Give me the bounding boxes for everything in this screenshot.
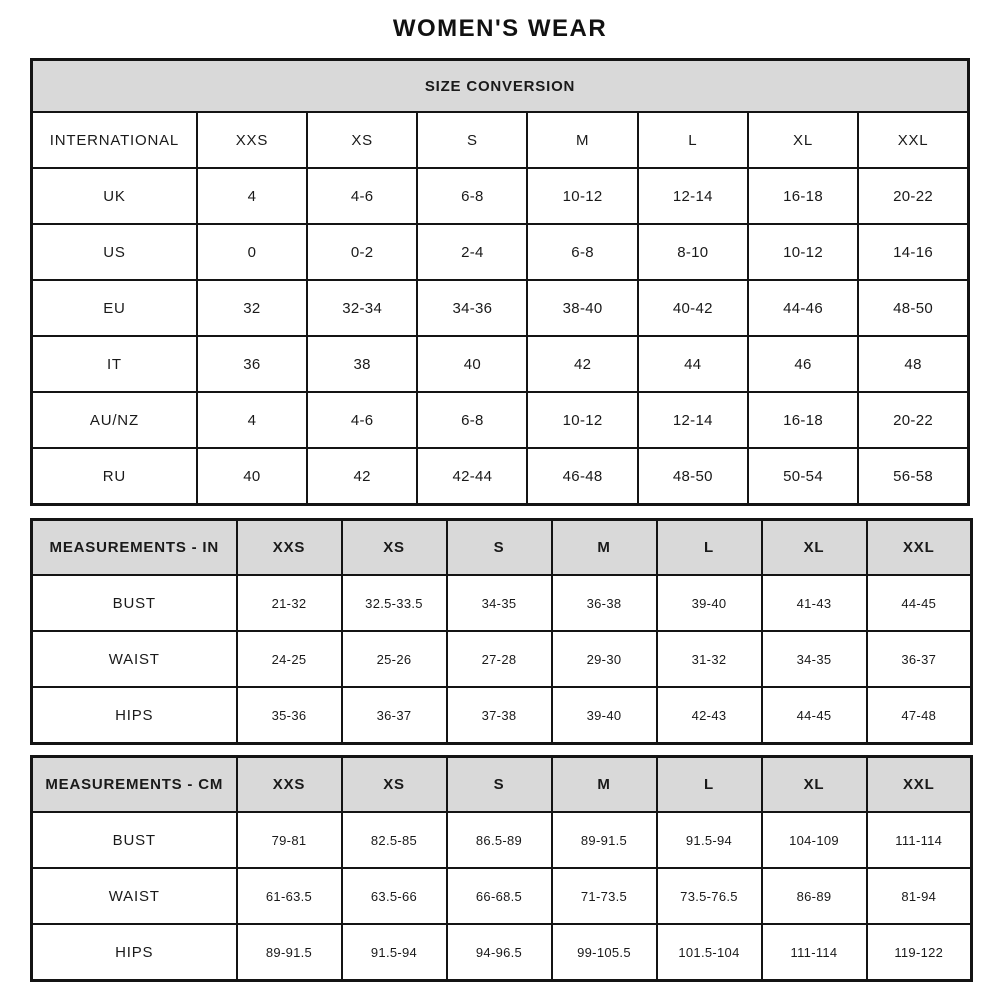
table-row-waist-cm: [32, 868, 972, 924]
measurement-value-cell: 73.5-76.5: [657, 868, 762, 924]
size-value-cell: 4-6: [307, 168, 417, 224]
size-header-m: M: [552, 520, 657, 576]
size-header-xl: XL: [748, 112, 858, 168]
measurements-in-table: [30, 518, 973, 745]
measurements-in-title: MEASUREMENTS - IN: [32, 520, 237, 576]
size-value-cell: 40: [197, 448, 307, 505]
size-value-cell: 38: [307, 336, 417, 392]
measurement-value-cell: 29-30: [552, 631, 657, 687]
measurements-cm-header-row: [32, 757, 972, 813]
size-value-cell: 32: [197, 280, 307, 336]
measurement-value-cell: 63.5-66: [342, 868, 447, 924]
size-conversion-title-row: [32, 60, 969, 113]
measurement-value-cell: 39-40: [657, 575, 762, 631]
measurement-value-cell: 21-32: [237, 575, 342, 631]
row-label-bust: BUST: [32, 575, 237, 631]
row-label-waist: WAIST: [32, 868, 237, 924]
measurements-cm-table: [30, 755, 973, 982]
table-row-bust-cm: [32, 812, 972, 868]
size-value-cell: 42: [307, 448, 417, 505]
size-header-l: L: [657, 520, 762, 576]
size-value-cell: 40: [417, 336, 527, 392]
measurement-value-cell: 86.5-89: [447, 812, 552, 868]
size-header-s: S: [447, 520, 552, 576]
measurement-value-cell: 66-68.5: [447, 868, 552, 924]
row-label-bust: BUST: [32, 812, 237, 868]
size-value-cell: 2-4: [417, 224, 527, 280]
row-label-it: IT: [32, 336, 197, 392]
measurement-value-cell: 34-35: [762, 631, 867, 687]
measurement-value-cell: 86-89: [762, 868, 867, 924]
size-value-cell: 4-6: [307, 392, 417, 448]
size-value-cell: 6-8: [417, 168, 527, 224]
size-value-cell: 10-12: [748, 224, 858, 280]
table-row-eu: [32, 280, 969, 336]
size-value-cell: 0: [197, 224, 307, 280]
measurement-value-cell: 44-45: [762, 687, 867, 744]
table-row-aunz: [32, 392, 969, 448]
measurement-value-cell: 89-91.5: [237, 924, 342, 981]
size-value-cell: 56-58: [858, 448, 968, 505]
measurement-value-cell: 89-91.5: [552, 812, 657, 868]
table-row-hips-cm: [32, 924, 972, 981]
size-value-cell: 4: [197, 168, 307, 224]
row-label-aunz: AU/NZ: [32, 392, 197, 448]
measurement-value-cell: 39-40: [552, 687, 657, 744]
size-header-xxs: XXS: [197, 112, 307, 168]
measurement-value-cell: 111-114: [867, 812, 972, 868]
size-value-cell: 38-40: [527, 280, 637, 336]
international-header-row: [32, 112, 969, 168]
table-row-uk: [32, 168, 969, 224]
size-header-m: M: [552, 757, 657, 813]
measurement-value-cell: 61-63.5: [237, 868, 342, 924]
size-value-cell: 48: [858, 336, 968, 392]
measurement-value-cell: 82.5-85: [342, 812, 447, 868]
row-label-us: US: [32, 224, 197, 280]
measurement-value-cell: 44-45: [867, 575, 972, 631]
measurement-value-cell: 94-96.5: [447, 924, 552, 981]
size-header-s: S: [417, 112, 527, 168]
measurement-value-cell: 81-94: [867, 868, 972, 924]
measurement-value-cell: 101.5-104: [657, 924, 762, 981]
size-value-cell: 42-44: [417, 448, 527, 505]
size-value-cell: 20-22: [858, 168, 968, 224]
measurement-value-cell: 111-114: [762, 924, 867, 981]
size-header-xxl: XXL: [867, 520, 972, 576]
size-value-cell: 12-14: [638, 168, 748, 224]
size-value-cell: 10-12: [527, 168, 637, 224]
size-value-cell: 40-42: [638, 280, 748, 336]
size-header-xxl: XXL: [858, 112, 968, 168]
size-value-cell: 4: [197, 392, 307, 448]
measurement-value-cell: 34-35: [447, 575, 552, 631]
row-label-hips: HIPS: [32, 924, 237, 981]
international-label: INTERNATIONAL: [32, 112, 197, 168]
page-title: WOMEN'S WEAR: [392, 15, 608, 42]
measurement-value-cell: 37-38: [447, 687, 552, 744]
size-value-cell: 36: [197, 336, 307, 392]
size-header-m: M: [527, 112, 637, 168]
measurement-value-cell: 79-81: [237, 812, 342, 868]
measurement-value-cell: 24-25: [237, 631, 342, 687]
size-value-cell: 6-8: [417, 392, 527, 448]
size-header-xs: XS: [307, 112, 417, 168]
size-header-l: L: [638, 112, 748, 168]
size-value-cell: 34-36: [417, 280, 527, 336]
size-value-cell: 10-12: [527, 392, 637, 448]
size-header-s: S: [447, 757, 552, 813]
measurement-value-cell: 71-73.5: [552, 868, 657, 924]
measurement-value-cell: 32.5-33.5: [342, 575, 447, 631]
table-row-us: [32, 224, 969, 280]
size-header-l: L: [657, 757, 762, 813]
size-value-cell: 12-14: [638, 392, 748, 448]
size-value-cell: 14-16: [858, 224, 968, 280]
size-value-cell: 46: [748, 336, 858, 392]
size-value-cell: 6-8: [527, 224, 637, 280]
row-label-eu: EU: [32, 280, 197, 336]
size-header-xxs: XXS: [237, 520, 342, 576]
size-value-cell: 48-50: [638, 448, 748, 505]
row-label-uk: UK: [32, 168, 197, 224]
measurement-value-cell: 42-43: [657, 687, 762, 744]
size-header-xs: XS: [342, 757, 447, 813]
size-value-cell: 8-10: [638, 224, 748, 280]
measurement-value-cell: 36-38: [552, 575, 657, 631]
size-header-xl: XL: [762, 520, 867, 576]
measurement-value-cell: 31-32: [657, 631, 762, 687]
measurement-value-cell: 36-37: [342, 687, 447, 744]
table-row-waist-in: [32, 631, 972, 687]
measurement-value-cell: 41-43: [762, 575, 867, 631]
size-value-cell: 0-2: [307, 224, 417, 280]
table-row-hips-in: [32, 687, 972, 744]
size-value-cell: 44-46: [748, 280, 858, 336]
size-value-cell: 16-18: [748, 392, 858, 448]
measurement-value-cell: 27-28: [447, 631, 552, 687]
measurement-value-cell: 99-105.5: [552, 924, 657, 981]
size-value-cell: 48-50: [858, 280, 968, 336]
table-row-bust-in: [32, 575, 972, 631]
size-header-xs: XS: [342, 520, 447, 576]
measurement-value-cell: 25-26: [342, 631, 447, 687]
size-value-cell: 16-18: [748, 168, 858, 224]
measurement-value-cell: 47-48: [867, 687, 972, 744]
measurement-value-cell: 91.5-94: [342, 924, 447, 981]
size-value-cell: 50-54: [748, 448, 858, 505]
measurements-cm-title: MEASUREMENTS - CM: [32, 757, 237, 813]
measurement-value-cell: 104-109: [762, 812, 867, 868]
size-header-xxl: XXL: [867, 757, 972, 813]
size-header-xxs: XXS: [237, 757, 342, 813]
size-value-cell: 32-34: [307, 280, 417, 336]
size-value-cell: 42: [527, 336, 637, 392]
measurement-value-cell: 35-36: [237, 687, 342, 744]
measurements-in-header-row: [32, 520, 972, 576]
size-header-xl: XL: [762, 757, 867, 813]
size-conversion-table: [30, 58, 970, 506]
measurement-value-cell: 91.5-94: [657, 812, 762, 868]
table-row-it: [32, 336, 969, 392]
row-label-hips: HIPS: [32, 687, 237, 744]
size-value-cell: 46-48: [527, 448, 637, 505]
row-label-waist: WAIST: [32, 631, 237, 687]
size-value-cell: 20-22: [858, 392, 968, 448]
measurement-value-cell: 119-122: [867, 924, 972, 981]
row-label-ru: RU: [32, 448, 197, 505]
size-conversion-title: SIZE CONVERSION: [32, 60, 969, 113]
size-value-cell: 44: [638, 336, 748, 392]
measurement-value-cell: 36-37: [867, 631, 972, 687]
table-row-ru: [32, 448, 969, 505]
